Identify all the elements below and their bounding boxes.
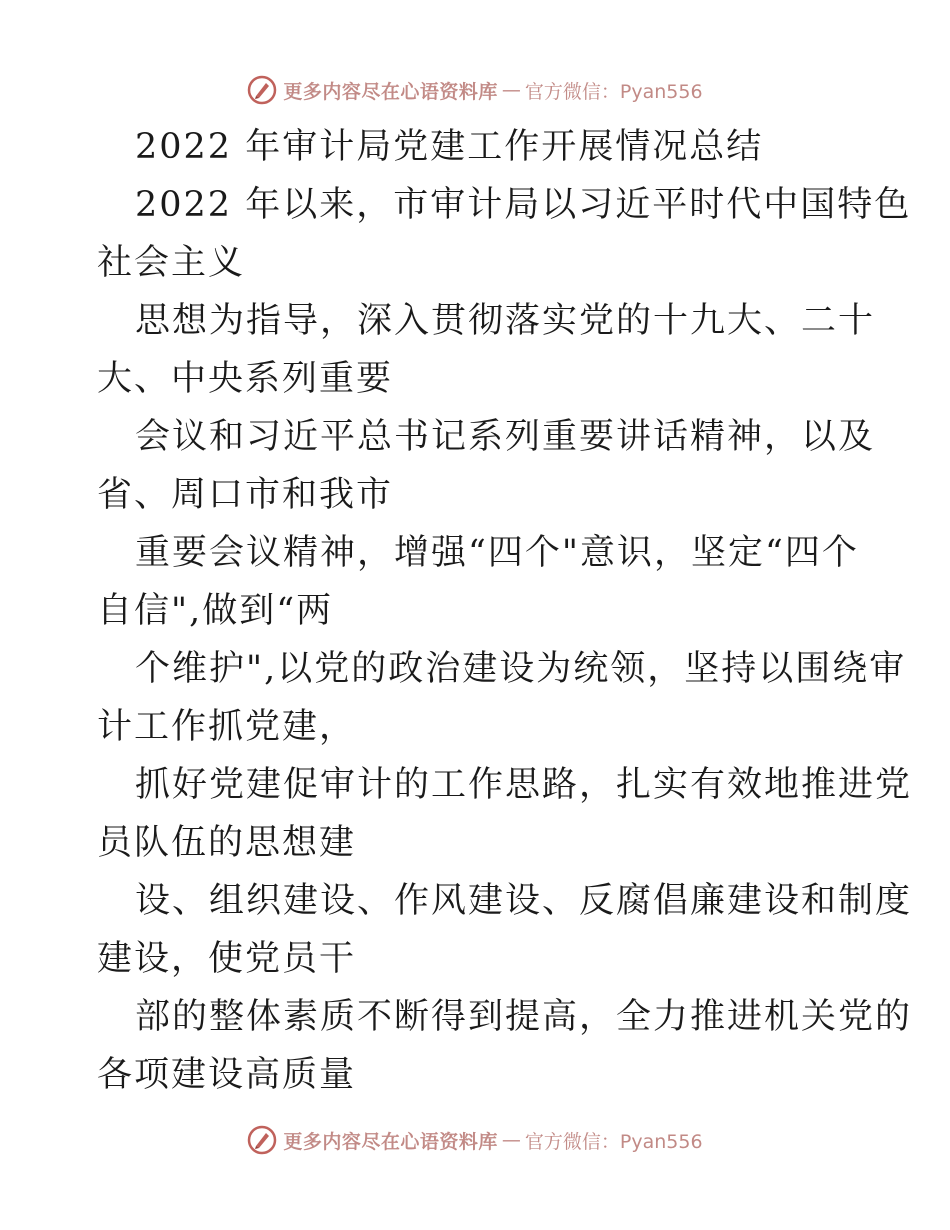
watermark-contact-text: 官方微信：Pyan556 [524, 80, 703, 103]
paragraph-line: 各项建设高质量 [97, 1055, 357, 1095]
paragraph-line: 建设，使党员干 [97, 939, 357, 979]
document-body [97, 118, 913, 1104]
watermark-contact-text: 官方微信：Pyan556 [524, 1130, 703, 1153]
paragraph-line: 省、周口市和我市 [97, 475, 394, 515]
paragraph-line: 2022 年以来，市审计局以习近平时代中国特色 [135, 185, 912, 225]
watermark-site-text: 更多内容尽在心语资料库 [283, 80, 498, 103]
pen-logo-icon [247, 1125, 277, 1155]
document-title: 2022 年审计局党建工作开展情况总结 [135, 127, 764, 167]
paragraph-line: 设、组织建设、作风建设、反腐倡廉建设和制度 [135, 881, 913, 921]
paragraph-line: 自信",做到“两 [97, 591, 334, 631]
paragraph-line: 重要会议精神，增强“四个"意识，坚定“四个 [135, 533, 859, 573]
paragraph-line: 大、中央系列重要 [97, 359, 394, 399]
header-watermark [0, 70, 950, 110]
paragraph-line: 思想为指导，深入贯彻落实党的十九大、二十 [135, 301, 876, 341]
paragraph-line: 计工作抓党建， [97, 707, 357, 747]
watermark-separator: — [501, 1129, 521, 1151]
watermark-site-text: 更多内容尽在心语资料库 [283, 1130, 498, 1153]
paragraph-line: 员队伍的思想建 [97, 823, 357, 863]
footer-watermark [0, 1120, 950, 1160]
paragraph-line: 会议和习近平总书记系列重要讲话精神，以及 [135, 417, 876, 457]
paragraph-line: 部的整体素质不断得到提高，全力推进机关党的 [135, 997, 913, 1037]
paragraph-line: 抓好党建促审计的工作思路，扎实有效地推进党 [135, 765, 913, 805]
paragraph-line: 社会主义 [97, 243, 246, 283]
watermark-separator: — [501, 79, 521, 101]
pen-logo-icon [247, 75, 277, 105]
paragraph-line: 个维护",以党的政治建设为统领，坚持以围绕审 [135, 649, 907, 689]
